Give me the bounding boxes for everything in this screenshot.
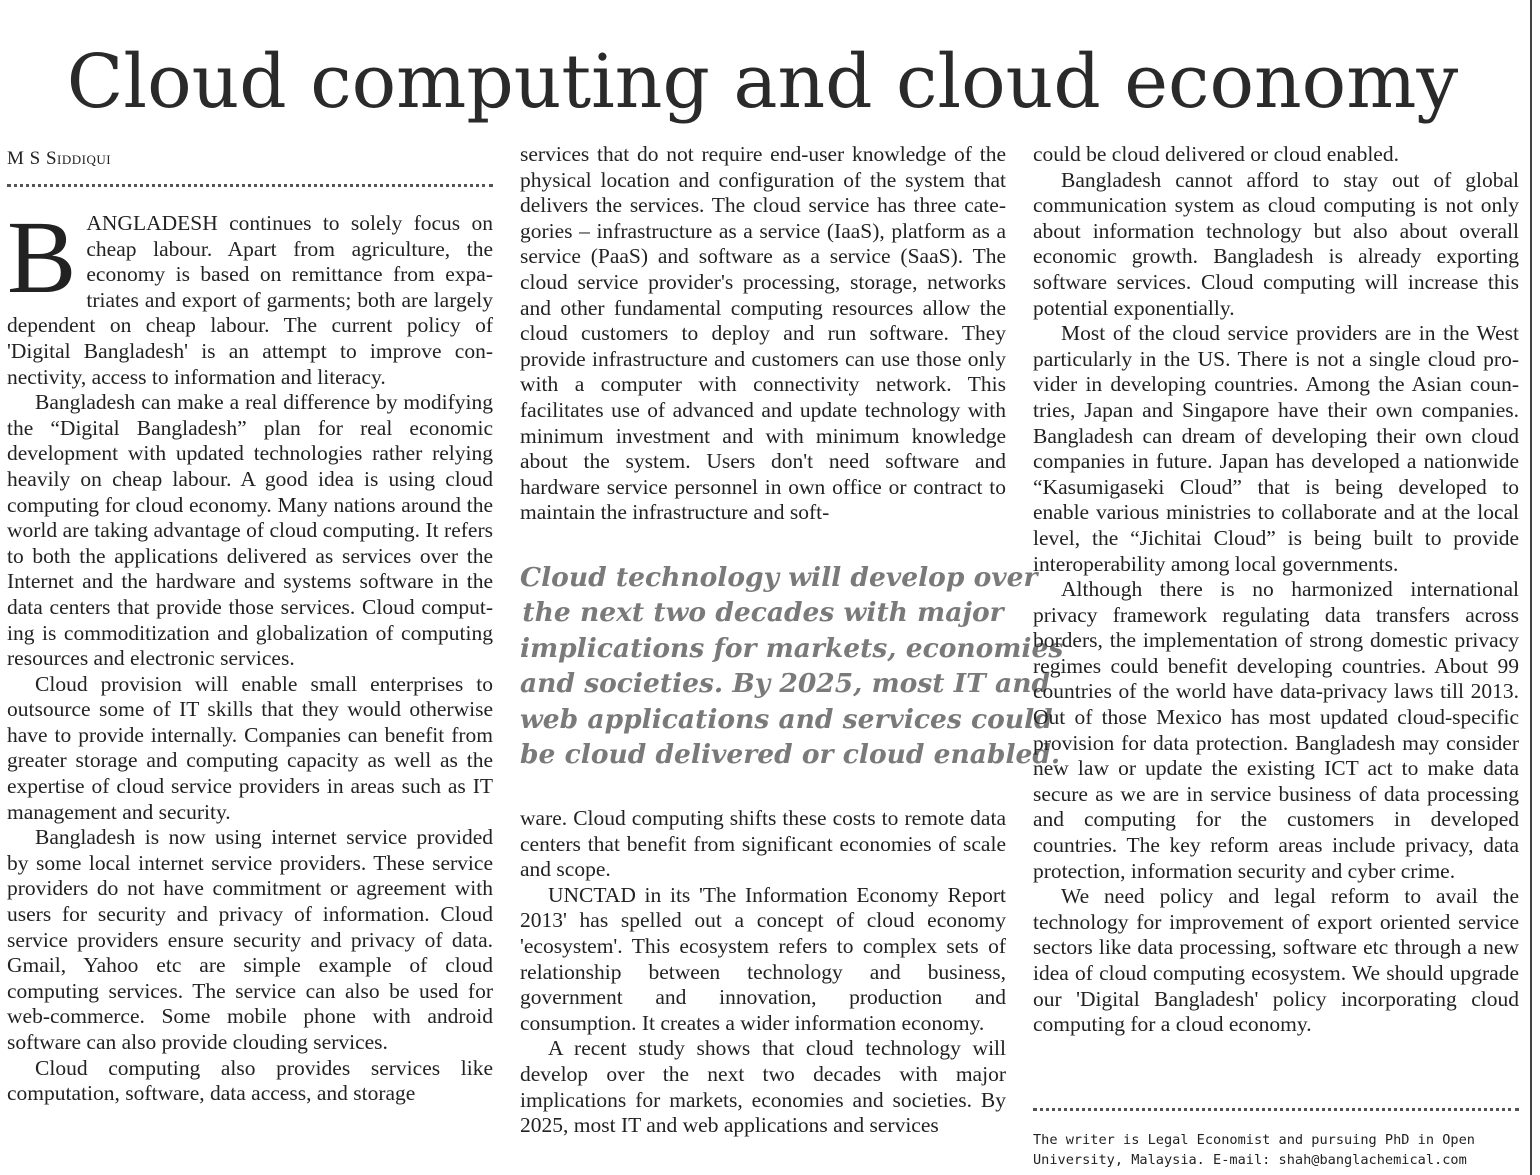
article-paragraph: A recent study shows that cloud technology will develop over the next two decades with major implications for markets, economies and societies. By 2025, most IT and web applications and services: [520, 1036, 1006, 1138]
article-column-3: [1033, 142, 1519, 1038]
article-column-2-bottom: [520, 806, 1006, 1139]
article-paragraph: Although there is no harmonized international privacy framework regulating data transfers across borders, the implementation of strong domestic privacy regimes could benefit developing countries. About 99 countries of the world have data-privacy laws till 2013. Out of those Mexico has most updated cloud-specific provision for data protection. Bangladesh may consider new law or update the existing ICT act to make data secure as we are in service business of data processing and computing for the customers in developed countries. The key reform areas include privacy, data protection, information security and cyber crime.: [1033, 577, 1519, 883]
byline-divider: [7, 184, 493, 187]
article-paragraph: Bangladesh cannot afford to stay out of global communication system as cloud computing is not only about information technology but also about overall economic growth. Bangladesh is already exporting software services. Cloud computing will increase this potential exponentially.: [1033, 167, 1519, 320]
article-paragraph: Cloud provision will enable small enterprises to outsource some of IT skills that they would otherwise have to provide internally. Companies can benefit from greater storage and computing capacity as well as the expertise of cloud service providers in areas such as IT management and security.: [7, 671, 493, 824]
drop-cap: B: [7, 200, 77, 315]
article-paragraph: We need policy and legal reform to avail the technology for improvement of export oriented service sectors like data processing, software etc through a new idea of cloud computing ecosystem. We should upgrade our 'Digital Bangladesh' policy incorporating cloud computing for a cloud economy.: [1033, 884, 1519, 1037]
pull-quote-line: web applications and services could: [520, 703, 1053, 735]
article-paragraph: could be cloud delivered or cloud enabled.: [1033, 142, 1399, 166]
article-column-2-top: [520, 142, 1006, 526]
article-paragraph: Bangladesh is now using internet service provided by some local internet service providers. These service providers do not have commitment or agreement with users for security and privacy of information. Cloud service providers ensure security and privacy of data. Gmail, Yahoo etc are simple example of cloud computing services. The service can also be used for web-commerce. Some mobile phone with android software can also provide clouding services.: [7, 825, 493, 1054]
pull-quote-line: and societies. By 2025, most IT and: [520, 668, 1051, 700]
article-paragraph: ware. Cloud computing shifts these costs to remote data centers that benefit from significant economies of scale and scope.: [520, 806, 1006, 882]
article-paragraph: Cloud computing also provides services like computation, software, data access, and storage: [7, 1055, 493, 1106]
page-edge-rule: [1530, 0, 1532, 1175]
article-paragraph: services that do not require end-user knowledge of the physical location and configuration of the system that delivers the services. The cloud service has three categories – infrastructure as a service (IaaS), platform as a service (PaaS) and software as a service (SaaS). The cloud service provider's processing, storage, networks and other fundamental computing resources allow the cloud customers to deploy and run software. They provide infrastructure and customers can use those only with a computer with connectivity network. This facilitates use of advanced and update technology with minimum investment and with minimum knowledge about the system. Users don't need software and hardware service personnel in own office or contract to maintain the infrastructure and soft-: [520, 142, 1006, 525]
article-paragraph: Most of the cloud service providers are in the West particularly in the US. There is not a single cloud provider in developing countries. Among the Asian countries, Japan and Singapore have their own companies. Bangladesh can dream of developing their own cloud companies in future. Japan has developed a nationwide “Kasumigaseki Cloud” that is being developed to enable various ministries to collaborate and at the local level, the “Jichitai Cloud” is being built to provide interoperability among local governments.: [1033, 321, 1519, 576]
author-byline: M S Siddiqui: [7, 148, 112, 169]
pull-quote-line: the next two decades with major: [522, 597, 1004, 629]
article-paragraph: Bangladesh can make a real difference by modifying the “Digital Bangladesh” plan for real economic development with updated technologies rather relying heavily on cheap labour. A good idea is using cloud computing for cloud economy. Many nations around the world are taking advantage of cloud computing. It refers to both the applications delivered as services over the Internet and the hardware and systems software in the data centers that provide those services. Cloud computing is commoditization and globalization of computing resources and electronic services.: [7, 390, 493, 671]
article-paragraph: [7, 200, 493, 390]
article-column-1: [7, 142, 493, 1107]
article-headline: Cloud computing and cloud economy: [66, 39, 1459, 125]
bio-divider: [1033, 1108, 1519, 1111]
author-bio: The writer is Legal Economist and pursuing PhD in Open University, Malaysia. E-mail: shah@banglachemical.com: [1033, 1132, 1475, 1168]
article-paragraph: UNCTAD in its 'The Information Economy Report 2013' has spelled out a concept of cloud economy 'ecosystem'. This ecosystem refers to complex sets of relationship between technology and business, government and innovation, production and consumption. It creates a wider information economy.: [520, 882, 1006, 1035]
pull-quote-line: implications for markets, economies: [520, 632, 1064, 664]
pull-quote: [520, 560, 1064, 772]
pull-quote-line: be cloud delivered or cloud enabled.: [520, 739, 1061, 771]
pull-quote-line: Cloud technology will develop over: [520, 562, 1038, 593]
paragraph-text: ANGLADESH continues to solely focus on cheap labour. Apart from agriculture, the economy is based on remittance from expatriates and export of garments; both are largely dependent on cheap labour. The current policy of 'Digital Bangladesh' is an attempt to improve connectivity, access to information and literacy.: [7, 211, 493, 389]
